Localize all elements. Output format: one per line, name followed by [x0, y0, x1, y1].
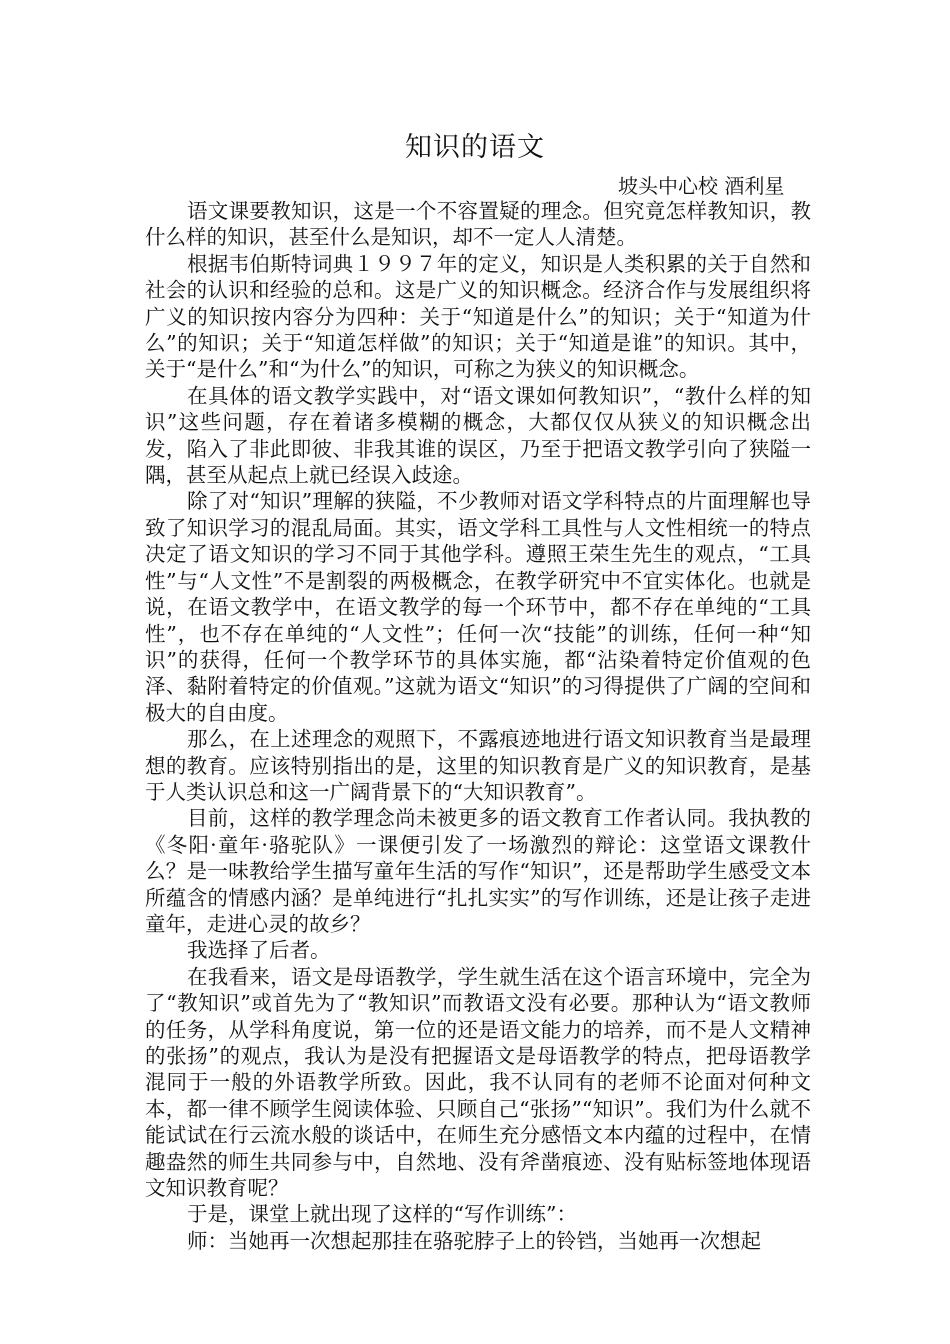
paragraph: 目前，这样的教学理念尚未被更多的语文教育工作者认同。我执教的《冬阳·童年·骆驼队》一课便引发了一场激烈的辩论：这堂语文课教什么？是一味教给学生描写童年生活的写作“知识”，还是帮助学生感受文本所蕴含的情感内涵？是单纯进行“扎扎实实”的写作训练，还是让孩子走进童年，走进心灵的故乡？: [145, 806, 811, 936]
paragraph: 在我看来，语文是母语教学，学生就生活在这个语言环境中，完全为了“教知识”或首先为了“教知识”而教语文没有必要。那种认为“语文教师的任务，从学科角度说，第一位的还是语文能力的培养，而不是人文精神的张扬”的观点，我认为是没有把握语文是母语教学的特点，把母语教学混同于一般的外语教学所致。因此，我不认同有的老师不论面对何种文本，都一律不顾学生阅读体验、只顾自己“张扬”“知识”。我们为什么就不能试试在行云流水般的谈话中，在师生充分感悟文本内蕴的过程中，在情趣盎然的师生共同参与中，自然地、没有斧凿痕迹、没有贴标签地体现语文知识教育呢？: [145, 964, 811, 1201]
document-body: [145, 198, 811, 1254]
paragraph: 语文课要教知识，这是一个不容置疑的理念。但究竟怎样教知识，教什么样的知识，甚至什么是知识，却不一定人人清楚。: [145, 199, 811, 250]
paragraph: 我选择了后者。: [187, 938, 331, 963]
paragraph: 在具体的语文教学实践中，对“语文课如何教知识”，“教什么样的知识”这些问题，存在着诸多模糊的概念，大都仅仅从狭义的知识概念出发，陷入了非此即彼、非我其谁的误区，乃至于把语文教学引向了狭隘一隅，甚至从起点上就已经误入歧途。: [145, 383, 811, 488]
paragraph: 于是，课堂上就出现了这样的“写作训练”：: [187, 1202, 577, 1227]
paragraph: 那么，在上述理念的观照下，不露痕迹地进行语文知识教育当是最理想的教育。应该特别指出的是，这里的知识教育是广义的知识教育，是基于人类认识总和这一广阔背景下的“大知识教育”。: [145, 727, 811, 804]
document-title: 知识的语文: [405, 132, 545, 163]
author-byline: 坡头中心校 酒利星: [618, 174, 785, 198]
paragraph: 师：当她再一次想起那挂在骆驼脖子上的铃铛，当她再一次想起: [187, 1228, 761, 1253]
paragraph: 根据韦伯斯特词典１９９７年的定义，知识是人类积累的关于自然和社会的认识和经验的总和。这是广义的知识概念。经济合作与发展组织将广义的知识按内容分为四种：关于“知道是什么”的知识；关于“知道为什么”的知识；关于“知道怎样做”的知识；关于“知道是谁”的知识。其中，关于“是什么”和“为什么”的知识，可称之为狭义的知识概念。: [145, 251, 811, 382]
paragraph: 除了对“知识”理解的狭隘，不少教师对语文学科特点的片面理解也导致了知识学习的混乱局面。其实，语文学科工具性与人文性相统一的特点决定了语文知识的学习不同于其他学科。遵照王荣生先生的观点，“工具性”与“人文性”不是割裂的两极概念，在教学研究中不宜实体化。也就是说，在语文教学中，在语文教学的每一个环节中，都不存在单纯的“工具性”，也不存在单纯的“人文性”；任何一次“技能”的训练，任何一种“知识”的获得，任何一个教学环节的具体实施，都“沾染着特定价值观的色泽、黏附着特定的价值观。”这就为语文“知识”的习得提供了广阔的空间和极大的自由度。: [145, 489, 811, 725]
